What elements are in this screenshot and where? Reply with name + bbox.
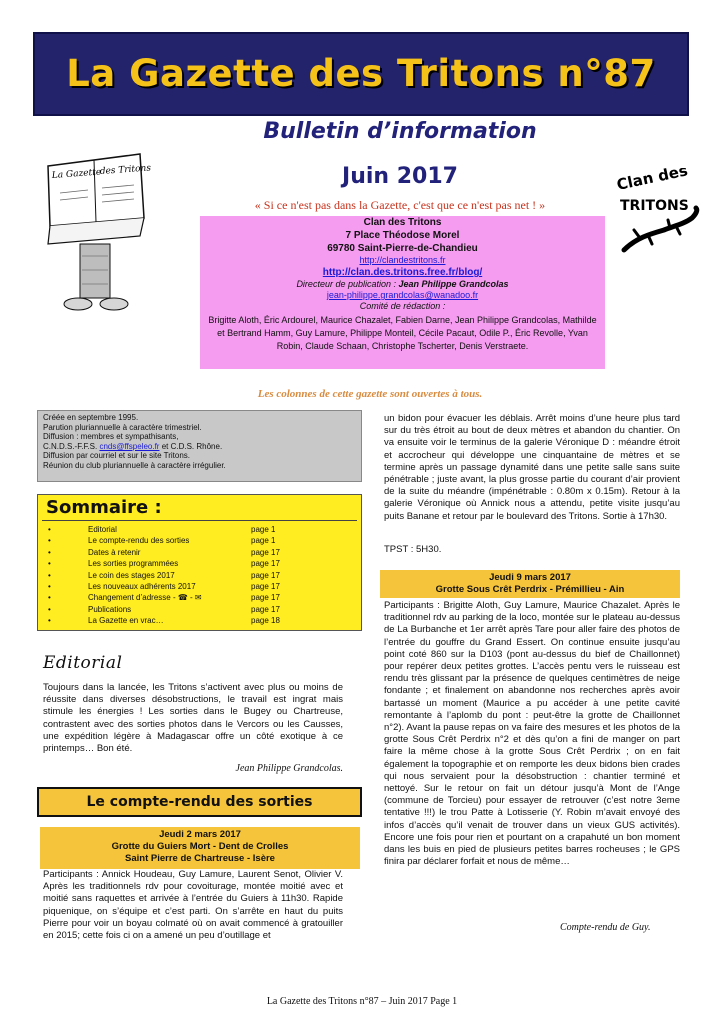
toc-item-label: Les sorties programmées xyxy=(88,559,179,569)
page-footer: La Gazette des Tritons n°87 – Juin 2017 Page 1 xyxy=(266,996,458,1007)
editorial-heading: Editorial xyxy=(43,653,123,673)
toc-item xyxy=(38,604,361,615)
toc-bullet: • xyxy=(48,570,51,580)
toc-item-label: La Gazette en vrac… xyxy=(88,616,164,626)
director-label: Directeur de publication : xyxy=(296,279,396,289)
toc-item-page: page 17 xyxy=(251,547,280,557)
toc-item xyxy=(38,592,361,603)
toc-divider xyxy=(42,520,357,521)
toc-item xyxy=(38,570,361,581)
clan-des-tritons-logo xyxy=(610,168,705,258)
toc-bullet: • xyxy=(48,593,51,603)
committee-label: Comité de rédaction : xyxy=(359,301,446,311)
outing-1-tpst: TPST : 5H30. xyxy=(384,544,442,555)
website-link[interactable]: http://clandestritons.fr xyxy=(359,255,446,265)
toc-bullet: • xyxy=(48,582,51,591)
toc-bullet: • xyxy=(48,616,51,626)
issue-date: Juin 2017 xyxy=(342,164,458,189)
toc-bullet: • xyxy=(48,536,51,546)
svg-text:La Gazette: La Gazette xyxy=(51,167,102,181)
svg-text:TRITONS: TRITONS xyxy=(620,198,689,214)
gazette-title: La Gazette des Tritons n°87 xyxy=(66,52,656,95)
svg-text:des Tritons: des Tritons xyxy=(99,163,152,177)
publication-info-box xyxy=(37,410,362,482)
info-line: Créée en septembre 1995. xyxy=(43,413,139,422)
outing-2-signature: Compte-rendu de Guy. xyxy=(560,922,651,933)
toc-bullet: • xyxy=(48,547,51,557)
director-email-link[interactable]: jean-philippe.grandcolas@wanadoo.fr xyxy=(326,290,479,300)
blog-link[interactable]: http://clan.des.tritons.free.fr/blog/ xyxy=(322,267,483,278)
motto: « Si ce n'est pas dans la Gazette, c'est que ce n'est pas net ! » xyxy=(254,198,546,212)
info-line: Réunion du club pluriannuelle à caractère irrégulier. xyxy=(43,460,226,470)
toc-item xyxy=(38,535,361,546)
open-columns-note: Les colonnes de cette gazette sont ouvertes à tous. xyxy=(257,388,483,400)
club-address-line1: 7 Place Théodose Morel xyxy=(345,230,460,241)
outing-1-header xyxy=(40,827,360,869)
toc-title: Sommaire : xyxy=(46,497,162,518)
toc-bullet: • xyxy=(48,604,51,614)
toc-item-label: Publications xyxy=(88,604,132,614)
title-banner xyxy=(33,32,689,116)
outing-1-region: Saint Pierre de Chartreuse - Isère xyxy=(125,853,275,864)
outing-2-place: Grotte Sous Crêt Perdrix - Prémillieu - Ain xyxy=(435,584,625,595)
info-line: Diffusion : membres et sympathisants, xyxy=(43,432,179,442)
outing-2-date: Jeudi 9 mars 2017 xyxy=(489,572,571,583)
toc-item xyxy=(38,524,361,535)
toc-bullet: • xyxy=(48,559,51,569)
toc-bullet: • xyxy=(48,525,51,534)
toc-item-page: page 1 xyxy=(251,525,276,534)
table-of-contents xyxy=(37,494,362,631)
reports-heading: Le compte-rendu des sorties xyxy=(37,787,362,817)
svg-text:Clan des: Clan des xyxy=(615,168,690,194)
toc-item-page: page 17 xyxy=(251,582,280,591)
outing-1-text-continued: un bidon pour évacuer les déblais. Arrêt moins d’une heure plus tard sur du très étroit au bout de deux mètres et abandon du chantier. On va ensuite voir le terminus de la galerie Véronique D : méandre étroit et accrocheur qui développe une cinquantaine de mètres et se termine après un passage dynamité dans une petite salle sans suite pénétrable ; juste avant, la plus grosse partie du courant d’air provient de la suite du méandre (impénétrable : 0.80m x 0.15m). Retour à la galerie Véronique où Annick nous a attendu, petite visite jusqu’au puits Banane et retour par le boulevard des Tritons. Sortie à 17h30. xyxy=(384,413,680,522)
toc-item-label: Le coin des stages 2017 xyxy=(88,570,175,580)
toc-item-page: page 17 xyxy=(251,593,280,603)
info-line: Parution pluriannuelle à caractère trimestriel. xyxy=(43,422,202,432)
toc-item-page: page 1 xyxy=(251,536,276,546)
outing-1-text: Participants : Annick Houdeau, Guy Lamure, Laurent Senot, Olivier V. Après les traditionnels rdv pour covoiturage, montée moitié avec et moitié sans raquettes et arrivée à l’entrée du Guiers à 11h30. Rapide piquenique, on s’équipe et c’est parti. On s’arrête en haut du puits Pierre pour voir un boyau colmaté où on avait commencé à gratouiller en 2015; cette fois ci on a amené un peu d’outillage et xyxy=(43,869,343,942)
director-name: Jean Philippe Grandcolas xyxy=(398,279,509,289)
toc-item xyxy=(38,615,361,626)
toc-item-label: Les nouveaux adhérents 2017 xyxy=(88,582,196,591)
toc-item-label: Changement d’adresse - ☎ - ✉ xyxy=(88,593,202,603)
toc-item-page: page 17 xyxy=(251,604,280,614)
club-name: Clan des Tritons xyxy=(363,217,442,228)
editorial-text: Toujours dans la lancée, les Tritons s’activent avec plus ou moins de réussite dans diverses désobstructions, le travail est ingrat mais stimule les énergies ! Les sorties dans le Bugey ou Chartreuse, contrastent avec des sorties photos dans le Vercors ou les Causses, une expédition légère à Madagascar offre un côté exotique à ce printemps… Bon été. xyxy=(43,682,343,755)
toc-item xyxy=(38,581,361,592)
toc-item-page: page 18 xyxy=(251,616,280,626)
cnds-email-link[interactable]: cnds@ffspeleo.fr xyxy=(99,441,160,451)
outing-2-header xyxy=(380,570,680,598)
toc-item-page: page 17 xyxy=(251,570,280,580)
club-address-line2: 69780 Saint-Pierre-de-Chandieu xyxy=(327,243,478,254)
toc-item-page: page 17 xyxy=(251,559,280,569)
outing-2-text: Participants : Brigitte Aloth, Guy Lamure, Maurice Chazalet. Après le traditionnel rdv au parking de la loco, montée sur le plateau au-dessus de La Burbanche et 1er arrêt après Tare pour aller faire des photos de l’entrée du gouffre du Grand Essert. On continue ensuite jusqu’au point coté 860 sur la D103 (pont au-dessus du bief de Chaillonnet) pour repérer deux petites grottes. L’accès pentu vers le ruisseau est rendu très glissant par la présence de quelques centimètres de neige fondante ; et finalement on abandonne nos recherches après avoir bartassé un moment (Maurice a pu accéder à une petite cavité remontante à l’aplomb du pont : peut-être la grotte de Chaillonnet n°2). Avant la pause repas on va faire des mesures et les photos de la grotte Sous Crêt Perdrix n°2 et dès qu’on a fini de manger on part faire la même chose à la grotte Sous Crêt Perdrix ; on en fait également la topographie et on remporte les deux bidons bien crades qui nous servaient pour la désobstruction : chantier terminé et nettoyé. Sur le retour on fait un détour jusqu’à Mont de l’Ange (commune de Torcieu) pour essayer de retrouver (c’est notre 3eme tentative !!!) le trou Patte à Lotisserie (Y. Robin m’avait envoyé des infos d’accès qu’il venait de trouver dans un vieux GUS activités). Encore une fois pour rien et pourtant on a crapahuté un bon moment dans les buis en pied de plusieurs petites barres rocheuses ; le GPS finira par déclarer forfait et nous de même… xyxy=(384,600,680,868)
toc-item-label: Le compte-rendu des sorties xyxy=(88,536,190,546)
toc-item-label: Editorial xyxy=(88,525,117,534)
committee-members: Brigitte Aloth, Éric Ardourel, Maurice Chazalet, Fabien Darne, Jean Philippe Grandcolas, Mathilde et Bertrand Hamm, Guy Lamure, Philippe Monteil, Cécile Pacaut, Odile P., Éric Revolle, Yvan Robin, Claude Schaan, Christophe Tscherter, Denis Verstraete. xyxy=(208,315,597,351)
info-line: C.N.D.S.-F.F.S. cnds@ffspeleo.fr et C.D.S. Rhône. xyxy=(43,441,223,451)
info-line: Diffusion par courriel et sur le site Tritons. xyxy=(43,451,191,461)
outing-1-place: Grotte du Guiers Mort - Dent de Crolles xyxy=(111,841,289,852)
contact-box xyxy=(200,216,605,369)
bulletin-subtitle: Bulletin d’information xyxy=(263,119,537,144)
editorial-signature: Jean Philippe Grandcolas. xyxy=(235,763,343,774)
toc-item xyxy=(38,558,361,569)
outing-1-date: Jeudi 2 mars 2017 xyxy=(159,829,241,840)
toc-item xyxy=(38,547,361,558)
gazette-reader-logo xyxy=(30,148,160,318)
toc-item-label: Dates à retenir xyxy=(88,547,141,557)
